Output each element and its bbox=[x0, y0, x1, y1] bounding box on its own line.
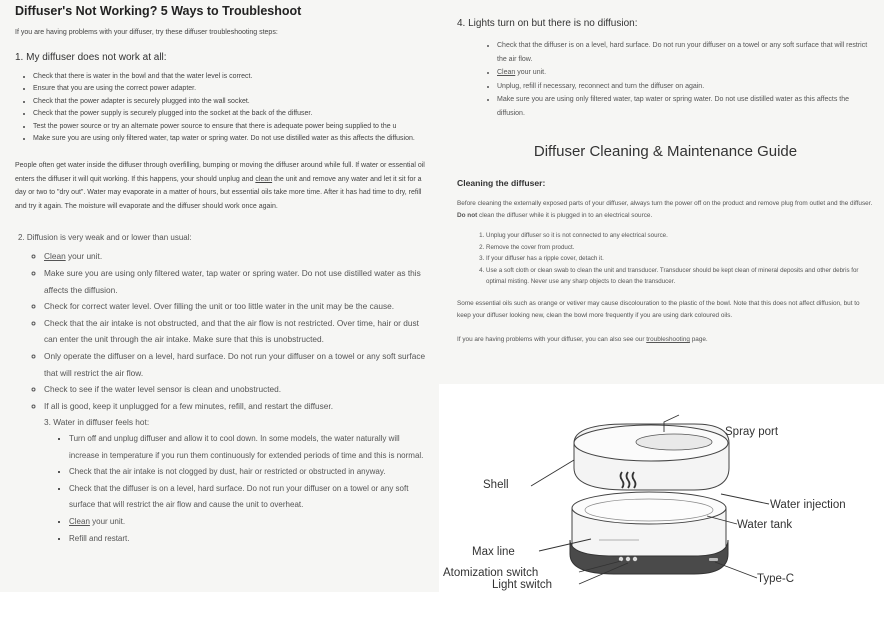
section-4-list bbox=[457, 39, 874, 121]
troubleshooting-link[interactable]: troubleshooting bbox=[646, 336, 690, 344]
list-item: ▪ Turn off and unplug diffuser and allow it to cool down. In some models, the water naturally will increase in temperature if you run them continuously for extended periods of time and this is normal. bbox=[69, 431, 431, 464]
clean-link[interactable]: Clean bbox=[69, 516, 90, 526]
clean-link[interactable]: clean bbox=[255, 175, 273, 183]
cleaning-paragraph: Before cleaning the externally exposed parts of your diffuser, always turn the power off on the product and remove plug from outlet and the diffuser. Do not clean the diffuser while it is plugged in to an electrical source. bbox=[457, 199, 873, 219]
section-2-heading: 2. Diffusion is very weak and or lower than usual: bbox=[18, 233, 192, 243]
section-2-block bbox=[15, 233, 431, 547]
list-item: 1. Unplug your diffuser so it is not connected to any electrical source. bbox=[486, 230, 874, 242]
maintenance-panel bbox=[439, 0, 884, 384]
list-item: • Clean your unit. bbox=[497, 66, 874, 80]
list-item: ▪ Check that the diffuser is on a level, hard surface. Do not run your diffuser on a towel or any soft surface that will restrict the air flow and cause the unit to overheat. bbox=[69, 481, 431, 514]
page-title: Diffuser's Not Working? 5 Ways to Troubleshoot bbox=[15, 4, 302, 18]
list-item: • Check that the diffuser is on a level, hard surface. Do not run your diffuser on a towel or any soft surface that will restrict the air flow. bbox=[497, 39, 874, 66]
list-item: ◦ Only operate the diffuser on a level, hard surface. Do not run your diffuser on a towel or any soft surface that will restrict the air flow. bbox=[44, 348, 431, 381]
cleaning-heading: Cleaning the diffuser: bbox=[457, 177, 546, 188]
troubleshoot-note: If you are having problems with your diffuser, you can also see our troubleshooting page. bbox=[457, 336, 708, 344]
list-item: • Check that there is water in the bowl and that the water level is correct. bbox=[33, 71, 431, 83]
water-tank-body bbox=[570, 492, 728, 574]
section-2-list bbox=[15, 248, 431, 414]
atomization-switch-icon bbox=[619, 557, 623, 561]
diffuser-illustration bbox=[439, 390, 884, 596]
list-item: ◦ Check that the air intake is not obstructed, and that the air flow is not restricted. Over time, hair or dust can enter the unit through the air intake. Make sure that this is unobstructed. bbox=[44, 315, 431, 348]
list-item: ◦ If all is good, keep it unplugged for a few minutes, refill, and restart the diffuser. bbox=[44, 398, 431, 415]
list-item: ◦ Clean your unit. bbox=[44, 248, 431, 265]
light-switch-icon bbox=[626, 557, 630, 561]
list-item: • Check that the power adapter is securely plugged into the wall socket. bbox=[33, 96, 431, 108]
oils-note: Some essential oils such as orange or vetiver may cause discolouration to the plastic of the bowl. Note that this does not affect diffusion, but to keep your diffuser looking new, clean the bowl more frequently if you are using dark coloured oils. bbox=[457, 299, 860, 320]
list-item: • Unplug, refill if necessary, reconnect and turn the diffuser on again. bbox=[497, 80, 874, 94]
troubleshoot-panel bbox=[0, 0, 439, 592]
list-item: 4. Use a soft cloth or clean swab to clean the unit and transducer. Transducer should be kept clean of mineral deposits and other debris for optimal misting. Never use any sharp objects to clean the transducer. bbox=[486, 265, 874, 288]
list-item: • Make sure you are using only filtered water, tap water or spring water. Do not use distilled water as this affects the diffusion. bbox=[33, 133, 431, 145]
list-item: 2. Remove the cover from product. bbox=[486, 242, 874, 254]
shell-cover bbox=[574, 424, 729, 490]
section-3-heading: 3. Water in diffuser feels hot: bbox=[44, 417, 150, 428]
label-water-injection: Water injection bbox=[770, 499, 846, 511]
clean-link[interactable]: Clean bbox=[44, 251, 66, 262]
label-water-tank: Water tank bbox=[737, 519, 793, 531]
label-atomization-switch: Atomization switch bbox=[443, 567, 539, 579]
list-item: 3. If your diffuser has a ripple cover, detach it. bbox=[486, 253, 874, 265]
list-item: ◦ Check for correct water level. Over filling the unit or too little water in the unit may be the cause. bbox=[44, 298, 431, 315]
list-item: ▪ Check that the air intake is not clogged by dust, hair or restricted or obstructed in anyway. bbox=[69, 464, 431, 481]
power-button-icon bbox=[633, 557, 637, 561]
dry-out-paragraph: People often get water inside the diffuser through overfilling, bumping or moving the diffuser around while full. If water or essential oil enters the diffuser it will quit working. If this happens, your should unplug and clean the unit and remove any water and let it sit for a day or two to "dry out". Water may evaporate in a matter of hours, but essential oils take more time. After it has had time to dry, refill and try it again. The moisture will evaporate and the diffuser should work once again. bbox=[15, 162, 425, 210]
label-shell: Shell bbox=[483, 479, 509, 491]
list-item: ▪ Refill and restart. bbox=[69, 531, 431, 548]
list-item: ◦ Make sure you are using only filtered water, tap water or spring water. Do not use distilled water as this affects the diffusion. bbox=[44, 265, 431, 298]
label-max-line: Max line bbox=[472, 546, 515, 558]
cleaning-steps bbox=[457, 230, 874, 288]
label-light-switch: Light switch bbox=[492, 579, 553, 591]
section-3-list bbox=[15, 431, 431, 547]
list-item: • Make sure you are using only filtered water, tap water or spring water. Do not use distilled water as this affects the diffusion. bbox=[497, 93, 874, 120]
diffuser-diagram bbox=[439, 390, 884, 596]
clean-link[interactable]: Clean bbox=[497, 69, 516, 77]
list-item: ▪ Clean your unit. bbox=[69, 514, 431, 531]
section-1-list bbox=[15, 71, 431, 145]
list-item: • Test the power source or try an alternate power source to ensure that there is adequate power being supplied to the u bbox=[33, 121, 431, 133]
section-4-heading: 4. Lights turn on but there is no diffusion: bbox=[457, 18, 638, 29]
label-type-c: Type-C bbox=[757, 573, 795, 585]
list-item: ◦ Check to see if the water level sensor is clean and unobstructed. bbox=[44, 381, 431, 398]
list-item: • Check that the power supply is securely plugged into the socket at the back of the diffuser. bbox=[33, 108, 431, 120]
section-1-heading: 1. My diffuser does not work at all: bbox=[15, 52, 167, 63]
label-spray-port: Spray port bbox=[725, 426, 779, 438]
list-item: • Ensure that you are using the correct power adapter. bbox=[33, 83, 431, 95]
type-c-port-icon bbox=[709, 558, 718, 561]
guide-title: Diffuser Cleaning & Maintenance Guide bbox=[533, 142, 798, 160]
intro-text: If you are having problems with your diffuser, try these diffuser troubleshooting steps: bbox=[15, 29, 278, 36]
